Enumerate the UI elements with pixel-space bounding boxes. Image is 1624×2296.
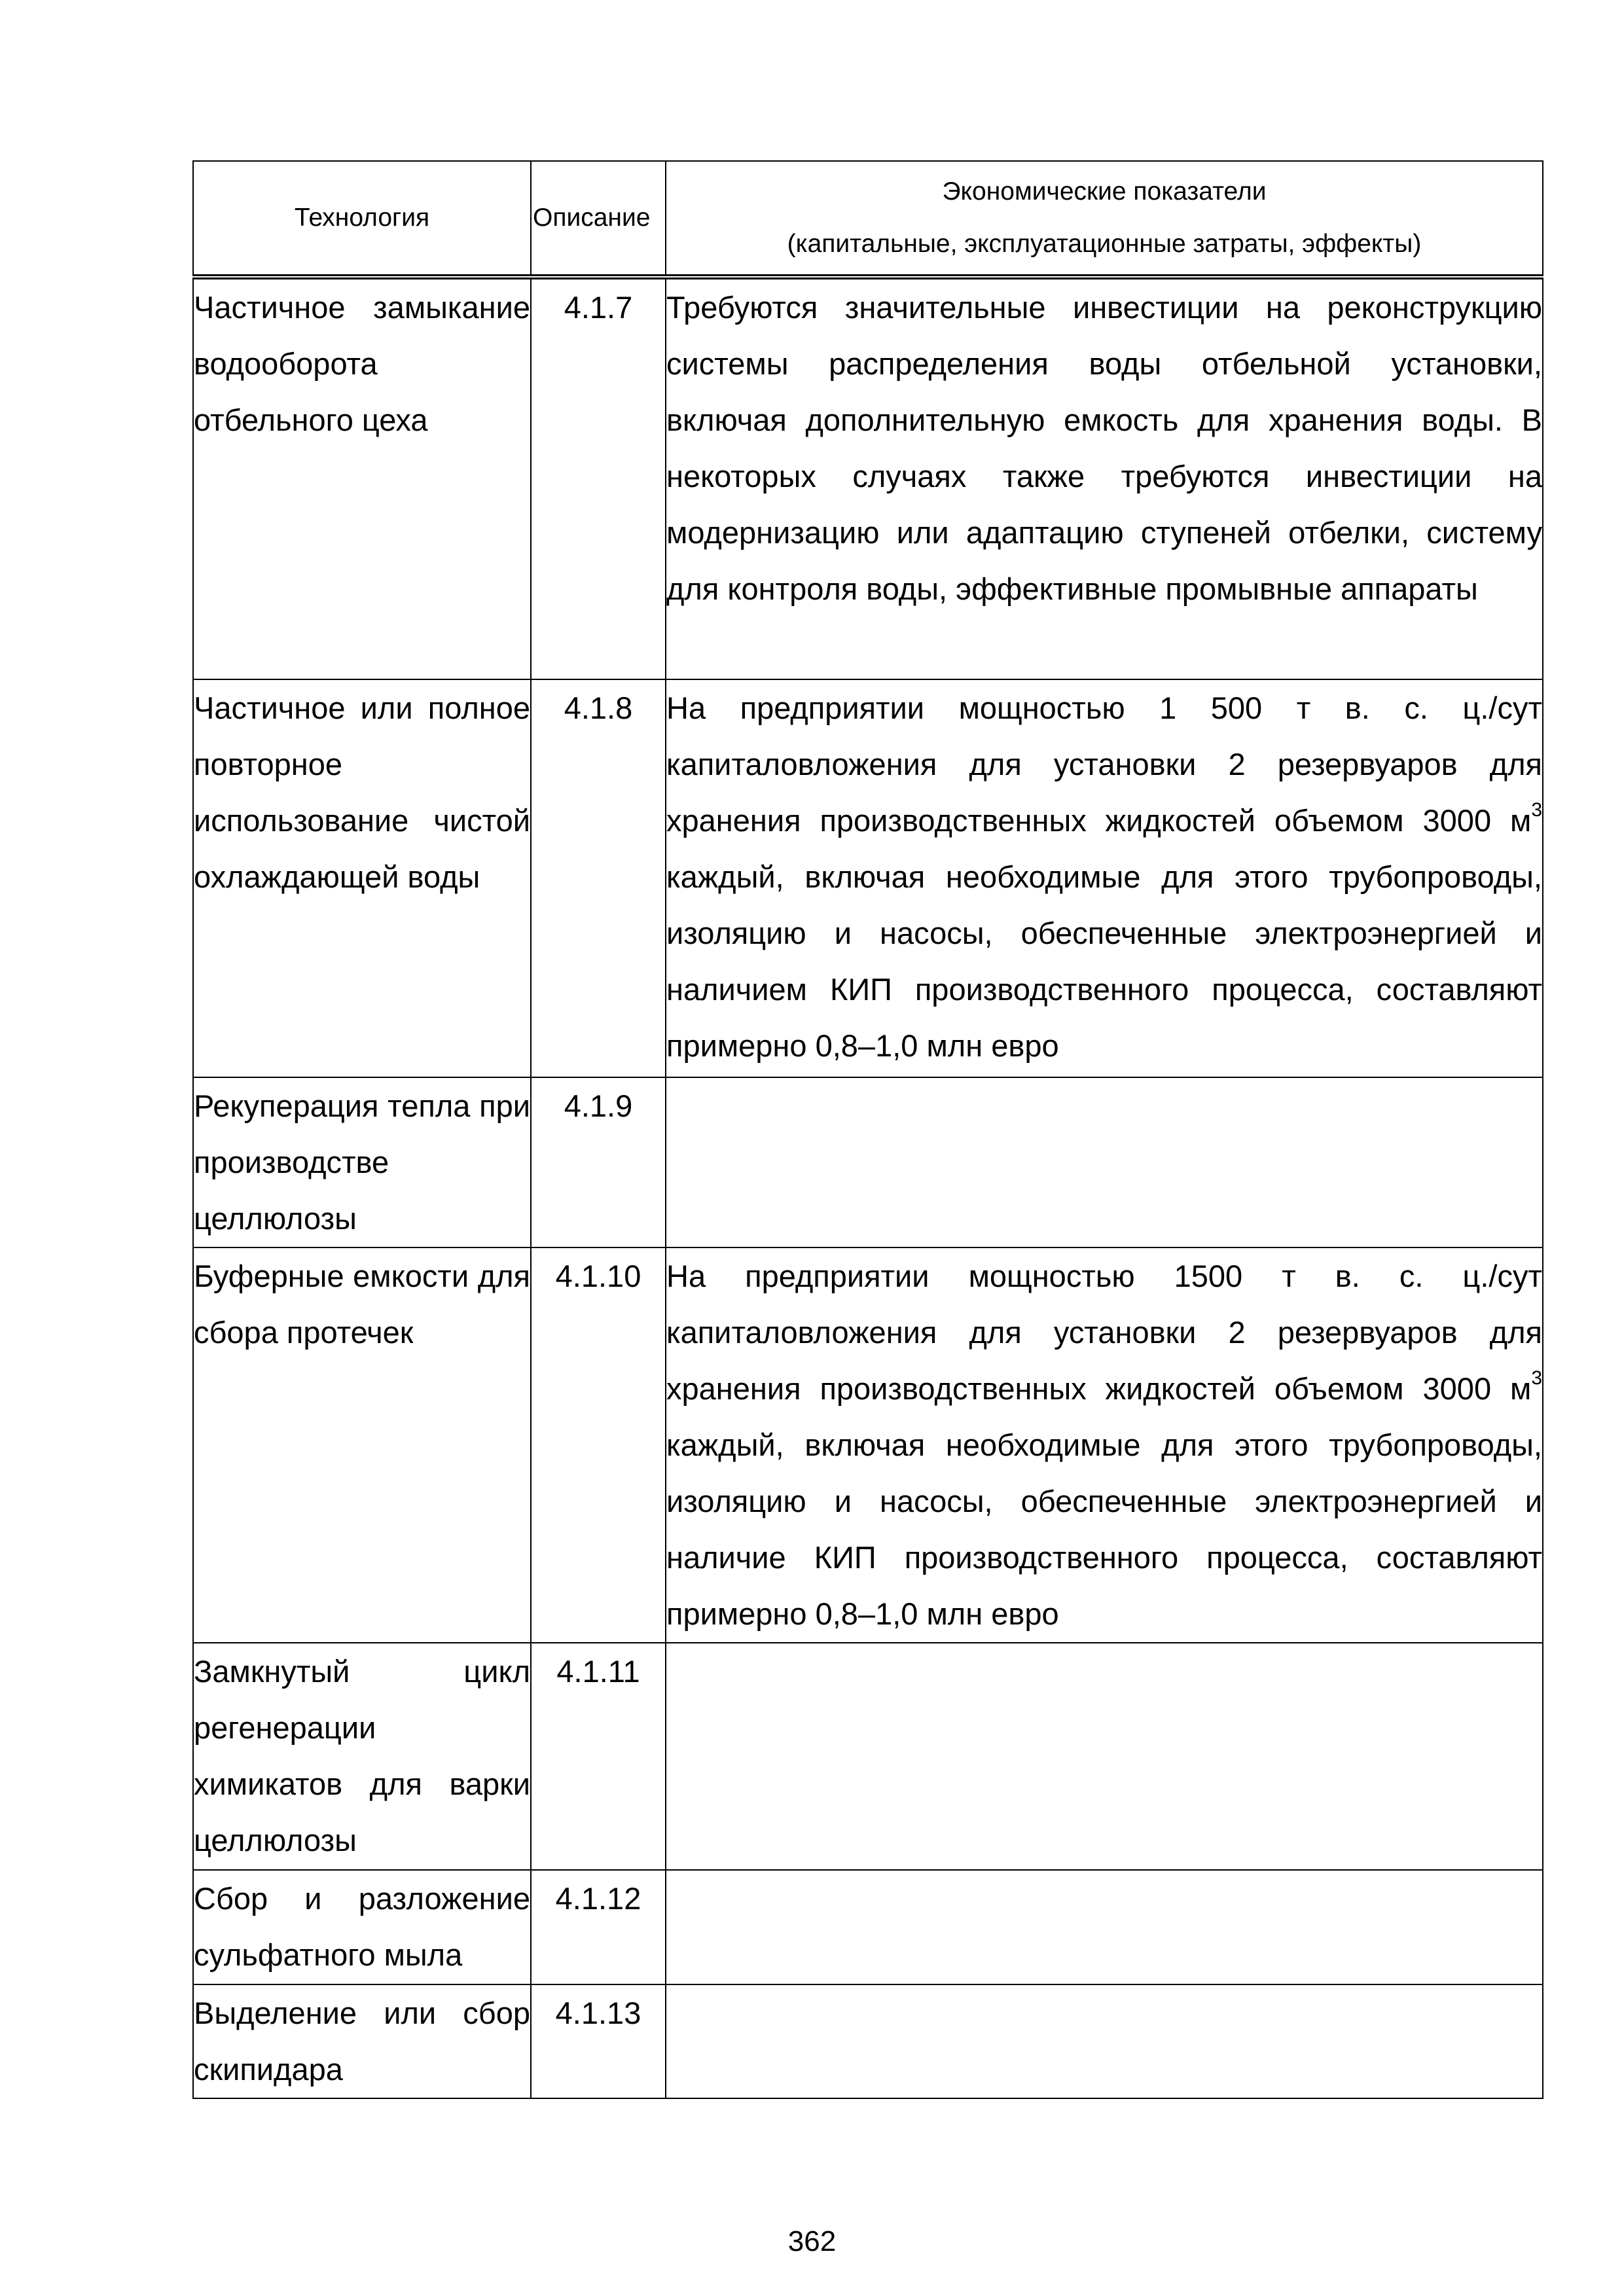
superscript-3: 3 [1531,1367,1542,1390]
cell-technology: Сбор и разложение сульфатного мыла [193,1870,531,1984]
cell-technology: Частичное замыкание водооборота отбельного цеха [193,277,531,679]
table-row [193,1247,1543,1643]
cell-economics: Требуются значительные инвестиции на реконструкцию системы распределения воды отбельной установки, включая дополнительную емкость для хранения воды. В некоторых случаях также требуются инвестиции на модернизацию или адаптацию ступеней отбелки, систему для контроля воды, эффективные промывные аппараты [666,277,1543,679]
table-row [193,1077,1543,1247]
cell-technology: Буферные емкости для сбора протечек [193,1247,531,1643]
superscript-3: 3 [1531,799,1542,821]
table-row [193,277,1543,679]
cell-economics [666,679,1543,1077]
header-economics [666,161,1543,277]
cell-description: 4.1.12 [531,1870,666,1984]
cell-description: 4.1.11 [531,1643,666,1870]
economics-text-part1: На предприятии мощностью 1 500 т в. с. ц./сут капиталовложения для установки 2 резервуаров для хранения производственных жидкостей объемом 3000 м [666,691,1542,838]
cell-economics [666,1247,1543,1643]
cell-technology: Рекуперация тепла при производстве целлюлозы [193,1077,531,1247]
cell-economics [666,1984,1543,2098]
economics-text-part2: каждый, включая необходимые для этого трубопроводы, изоляцию и насосы, обеспеченные электроэнергией и наличием КИП производственного процесса, составляют примерно 0,8–1,0 млн евро [666,859,1542,1063]
header-economics-title: Экономические показатели [942,177,1267,206]
table-row [193,1984,1543,2098]
page-number: 362 [787,2225,837,2257]
table-row [193,679,1543,1077]
cell-technology: Выделение или сбор скипидара [193,1984,531,2098]
economic-indicators-table [192,160,1543,2099]
cell-description: 4.1.8 [531,679,666,1077]
economics-text-part1: На предприятии мощностью 1500 т в. с. ц./сут капиталовложения для установки 2 резервуаров для хранения производственных жидкостей объемом 3000 м [666,1259,1542,1406]
header-technology: Технология [193,161,531,277]
table-header [193,161,1543,277]
cell-economics [666,1077,1543,1247]
header-economics-subtitle: (капитальные, эксплуатационные затраты, эффекты) [787,230,1422,258]
cell-description: 4.1.9 [531,1077,666,1247]
cell-description: 4.1.10 [531,1247,666,1643]
table-row [193,1870,1543,1984]
cell-economics [666,1870,1543,1984]
cell-description: 4.1.7 [531,277,666,679]
cell-economics [666,1643,1543,1870]
cell-description: 4.1.13 [531,1984,666,2098]
cell-technology: Замкнутый цикл регенерации химикатов для варки целлюлозы [193,1643,531,1870]
header-description: Описание [531,161,666,277]
cell-technology: Частичное или полное повторное использование чистой охлаждающей воды [193,679,531,1077]
header-row [193,161,1543,277]
economics-text-part2: каждый, включая необходимые для этого трубопроводы, изоляцию и насосы, обеспеченные электроэнергией и наличие КИП производственного процесса, составляют примерно 0,8–1,0 млн евро [666,1427,1542,1631]
table-row [193,1643,1543,1870]
